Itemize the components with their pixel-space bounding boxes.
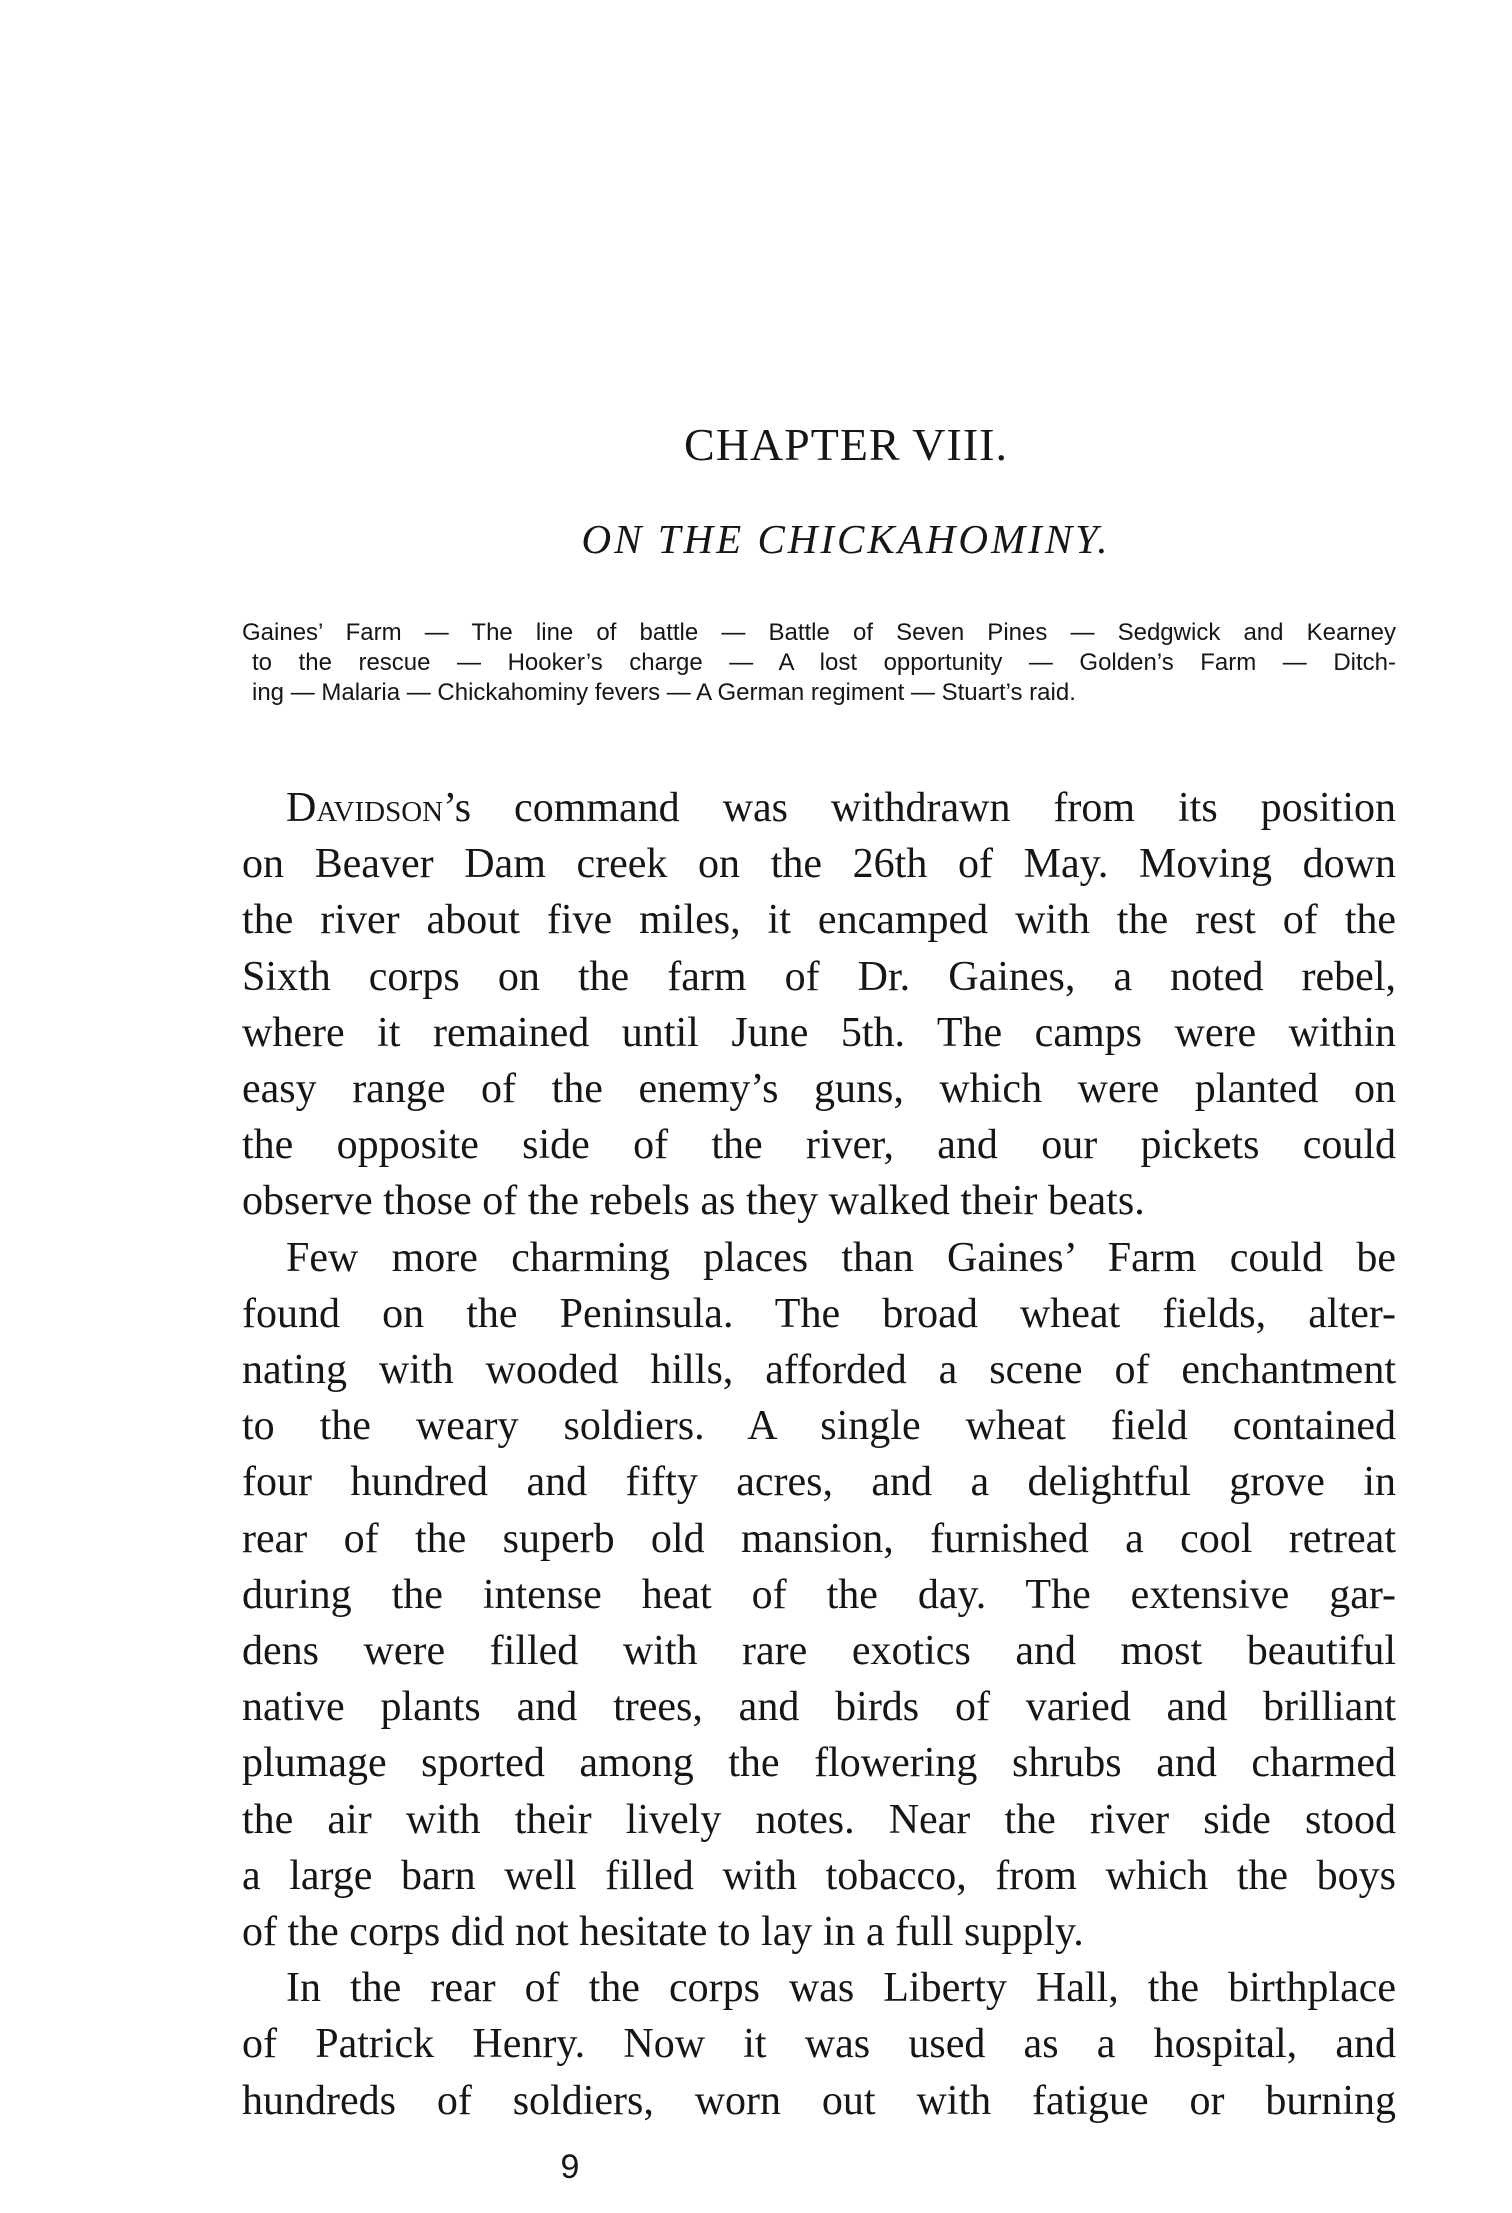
paragraph-line: native plants and trees, and birds of varied and brilliant — [242, 1684, 1396, 1731]
paragraph-line: observe those of the rebels as they walked their beats. — [242, 1178, 1145, 1225]
paragraph-line: of the corps did not hesitate to lay in a full supply. — [242, 1909, 1084, 1956]
paragraph-line: four hundred and fifty acres, and a delightful grove in — [242, 1459, 1396, 1506]
paragraph-line: on Beaver Dam creek on the 26th of May. Moving down — [242, 841, 1396, 888]
lead-word: Davidson — [286, 785, 444, 831]
chapter-title: ON THE CHICKAHOMINY. — [581, 516, 1111, 562]
paragraph-line: easy range of the enemy’s guns, which were planted on — [242, 1066, 1396, 1113]
paragraph-line-text: ’s command was withdrawn from its position — [443, 785, 1396, 831]
paragraph-2 — [242, 1230, 1396, 1961]
chapter-number: CHAPTER VIII. — [684, 419, 1008, 470]
synopsis-line: to the rescue — Hooker’s charge — A lost opportunity — Golden’s Farm — Ditch- — [252, 649, 1396, 676]
paragraph-line: rear of the superb old mansion, furnished a cool retreat — [242, 1515, 1396, 1562]
paragraph-3 — [242, 1960, 1396, 2129]
paragraph-line: the river about five miles, it encamped with the rest of the — [242, 897, 1396, 944]
paragraph-line: during the intense heat of the day. The extensive gar- — [242, 1571, 1396, 1618]
paragraph-line: In the rear of the corps was Liberty Hall, the birthplace — [286, 1965, 1396, 2012]
paragraph-line: Sixth corps on the farm of Dr. Gaines, a noted rebel, — [242, 953, 1396, 1000]
paragraph-line: found on the Peninsula. The broad wheat fields, alter- — [242, 1290, 1396, 1337]
paragraph-line: Few more charming places than Gaines’ Farm could be — [286, 1234, 1396, 1281]
paragraph-line: plumage sported among the flowering shrubs and charmed — [242, 1740, 1396, 1787]
paragraph-line: a large barn well filled with tobacco, from which the boys — [242, 1852, 1396, 1899]
page-number: 9 — [560, 2148, 580, 2186]
chapter-synopsis — [242, 618, 1396, 708]
paragraph-1 — [242, 780, 1396, 1230]
paragraph-line: the air with their lively notes. Near the river side stood — [242, 1796, 1396, 1843]
synopsis-line: ing — Malaria — Chickahominy fevers — A German regiment — Stuart’s raid. — [252, 679, 1076, 706]
paragraph-line: dens were filled with rare exotics and most beautiful — [242, 1628, 1396, 1675]
paragraph-line: where it remained until June 5th. The camps were within — [242, 1009, 1396, 1056]
synopsis-line: Gaines’ Farm — The line of battle — Battle of Seven Pines — Sedgwick and Kearney — [242, 619, 1396, 646]
paragraph-line: hundreds of soldiers, worn out with fatigue or burning — [242, 2077, 1396, 2124]
paragraph-line — [242, 780, 1396, 836]
paragraph-line: nating with wooded hills, afforded a scene of enchantment — [242, 1347, 1396, 1394]
paragraph-line: the opposite side of the river, and our pickets could — [242, 1122, 1396, 1169]
paragraph-line: of Patrick Henry. Now it was used as a hospital, and — [242, 2021, 1396, 2068]
paragraph-line: to the weary soldiers. A single wheat field contained — [242, 1403, 1396, 1450]
body-text — [242, 780, 1396, 2129]
